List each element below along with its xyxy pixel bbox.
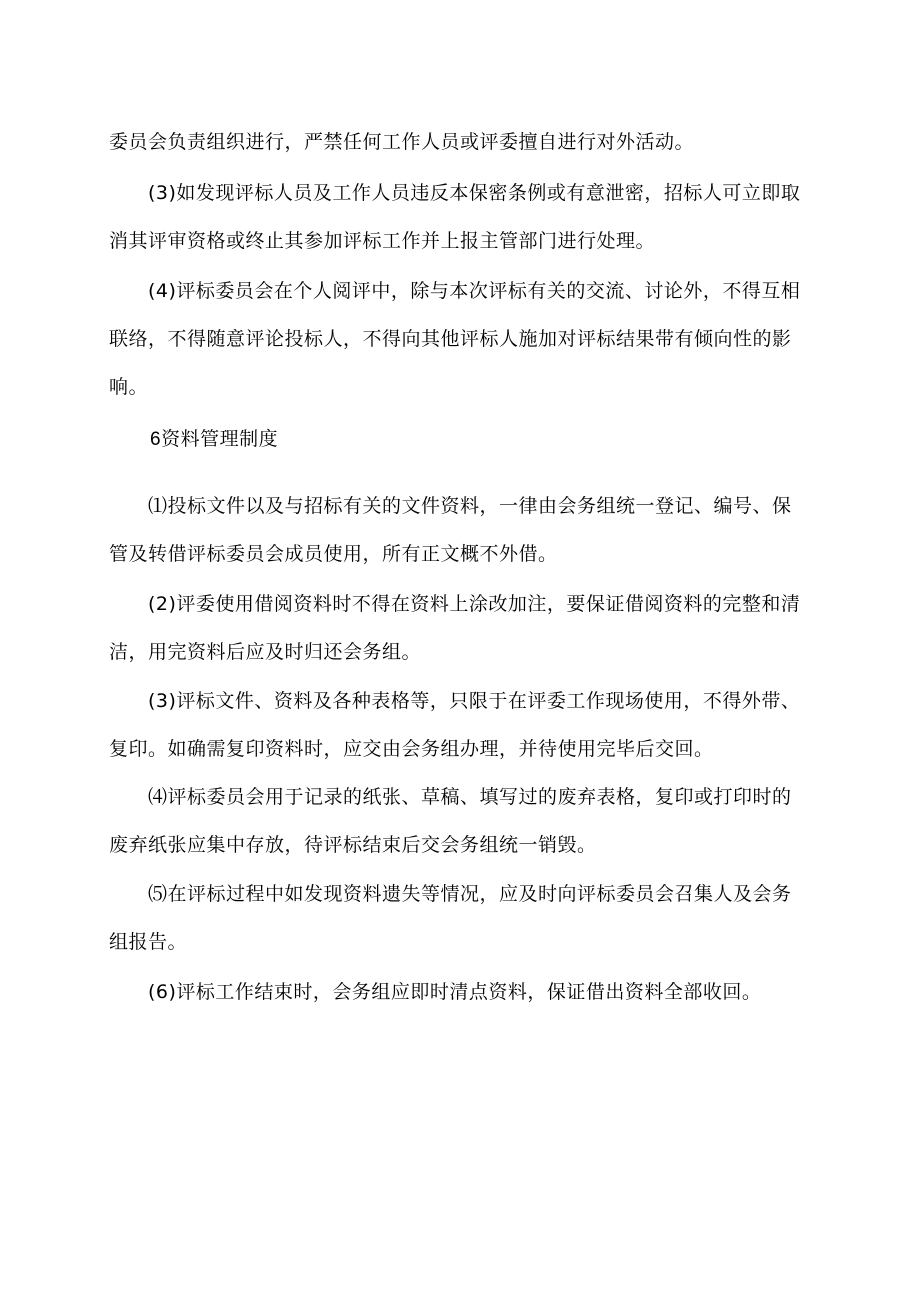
paragraph-line: (3)评标文件、资料及各种表格等，只限于在评委工作现场使用，不得外带、 bbox=[148, 690, 801, 712]
paragraph-line: (2)评委使用借阅资料时不得在资料上涂改加注，要保证借阅资料的完整和清 bbox=[148, 593, 801, 615]
paragraph-line: (4)评标委员会在个人阅评中，除与本次评标有关的交流、讨论外，不得互相 bbox=[148, 280, 801, 302]
paragraph-line: ⑷评标委员会用于记录的纸张、草稿、填写过的废弃表格，复印或打印时的 bbox=[148, 786, 792, 808]
section-heading: 6资料管理制度 bbox=[150, 429, 279, 450]
paragraph-line: 管及转借评标委员会成员使用，所有正文概不外借。 bbox=[109, 543, 558, 565]
paragraph-line: 复印。如确需复印资料时，应交由会务组办理，并待使用完毕后交回。 bbox=[109, 738, 714, 760]
paragraph-line: (3)如发现评标人员及工作人员违反本保密条例或有意泄密，招标人可立即取 bbox=[148, 182, 801, 204]
paragraph-line: 组报告。 bbox=[109, 931, 188, 953]
paragraph-line: 洁，用完资料后应及时归还会务组。 bbox=[109, 641, 422, 663]
paragraph-line: 委员会负责组织进行，严禁任何工作人员或评委擅自进行对外活动。 bbox=[109, 131, 695, 153]
paragraph-line: 响。 bbox=[109, 376, 149, 398]
paragraph-line: ⑸在评标过程中如发现资料遗失等情况，应及时向评标委员会召集人及会务 bbox=[148, 883, 792, 905]
paragraph-line: 废弃纸张应集中存放，待评标结束后交会务组统一销毁。 bbox=[109, 834, 597, 856]
paragraph-line: 联络，不得随意评论投标人，不得向其他评标人施加对评标结果带有倾向性的影 bbox=[109, 328, 792, 350]
paragraph-line: ⑴投标文件以及与招标有关的文件资料，一律由会务组统一登记、编号、保 bbox=[148, 495, 792, 517]
paragraph-line: 消其评审资格或终止其参加评标工作并上报主管部门进行处理。 bbox=[109, 230, 656, 252]
paragraph-line: (6)评标工作结束时，会务组应即时清点资料，保证借出资料全部收回。 bbox=[148, 981, 762, 1003]
